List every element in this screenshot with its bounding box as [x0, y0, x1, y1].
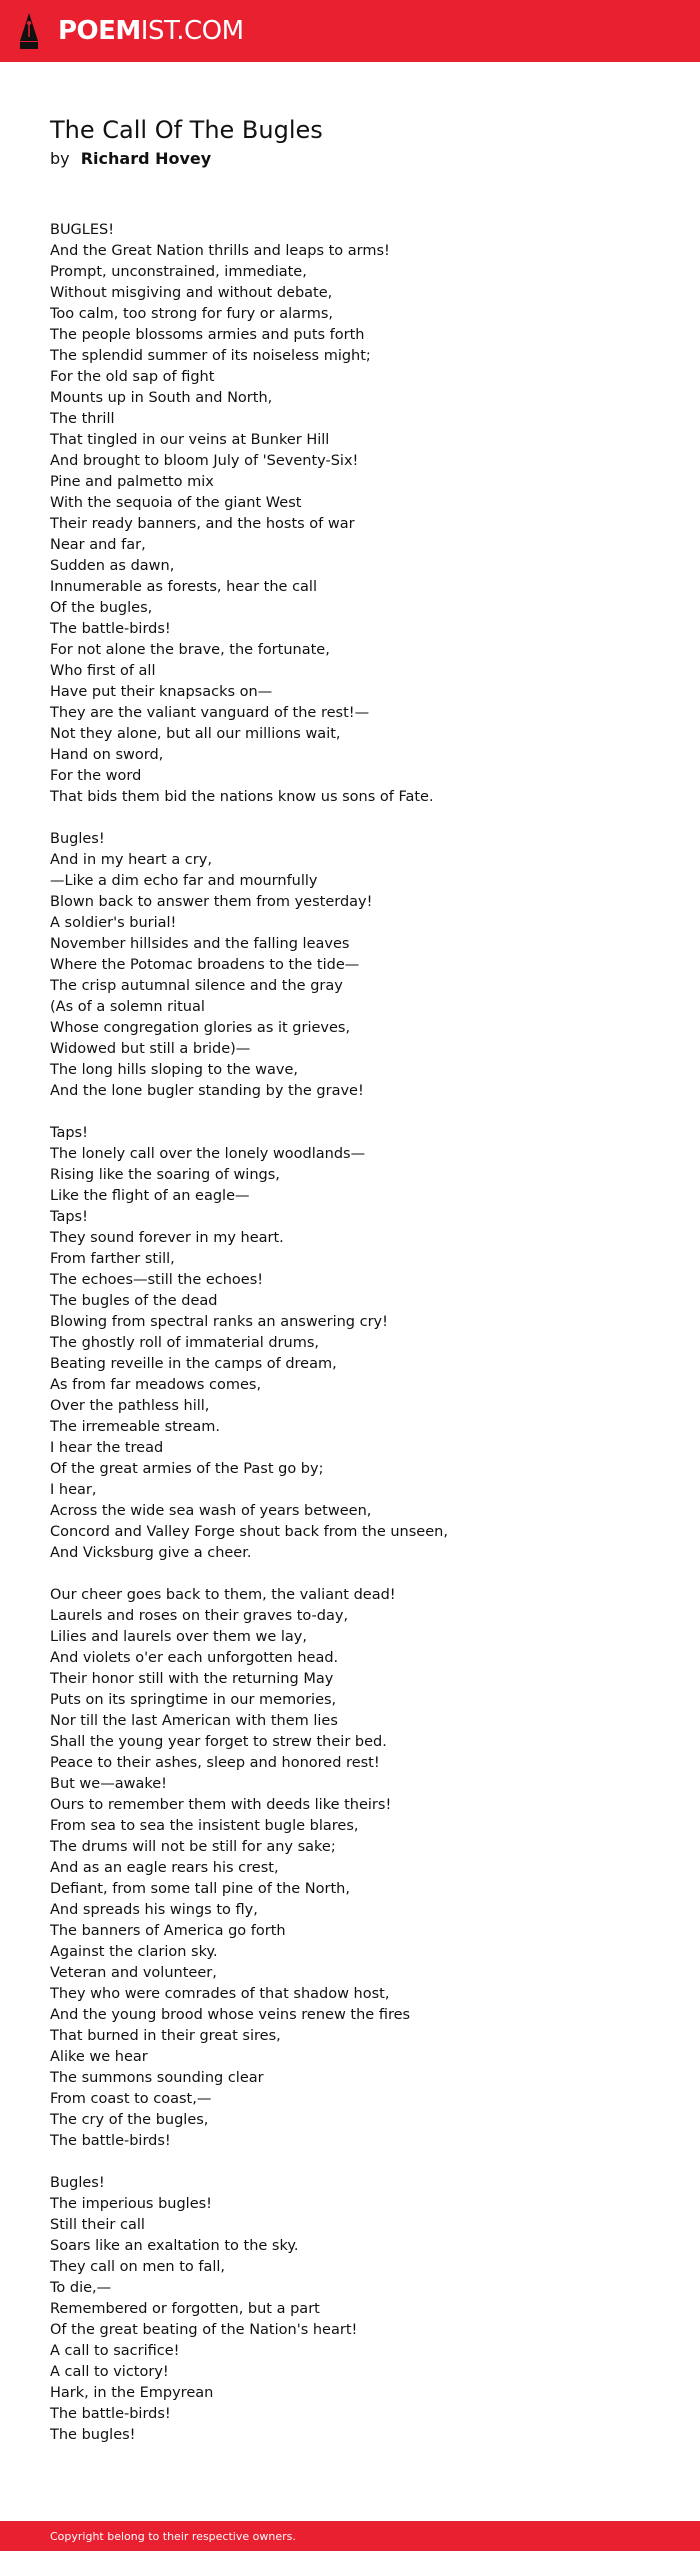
logo-bold-text: POEM: [58, 16, 141, 46]
poem-line: A soldier's burial!: [50, 915, 177, 931]
poem-line: Our cheer goes back to them, the valiant dead!: [50, 1587, 396, 1603]
poem-line: November hillsides and the falling leaves: [50, 936, 350, 952]
poem-line: They call on men to fall,: [50, 2259, 226, 2275]
poem-line: From coast to coast,—: [50, 2091, 212, 2107]
poem-line: And in my heart a cry,: [50, 852, 212, 868]
poem-line: Pine and palmetto mix: [50, 474, 214, 490]
poem-line: And violets o'er each unforgotten head.: [50, 1650, 339, 1666]
poem-line: Over the pathless hill,: [50, 1398, 210, 1414]
poem-line: Who first of all: [50, 663, 156, 679]
poem-line: That burned in their great sires,: [50, 2028, 281, 2044]
poem-line: They who were comrades of that shadow host,: [50, 1986, 390, 2002]
poem-line: Soars like an exaltation to the sky.: [50, 2238, 299, 2254]
copyright-text: Copyright belong to their respective owners.: [50, 2529, 296, 2543]
poem-line: That bids them bid the nations know us sons of Fate.: [50, 789, 434, 805]
site-footer: [0, 2521, 700, 2551]
poem-line: Shall the young year forget to strew their bed.: [50, 1734, 387, 1750]
poem-line: For the word: [50, 768, 142, 784]
poem-line: A call to sacrifice!: [50, 2343, 180, 2359]
poem-line: The cry of the bugles,: [50, 2112, 209, 2128]
poem-line: Bugles!: [50, 2175, 105, 2191]
poem-line: —Like a dim echo far and mournfully: [50, 873, 318, 889]
poem-line: Across the wide sea wash of years between,: [50, 1503, 372, 1519]
poem-line: The bugles!: [50, 2427, 136, 2443]
poem-line: Against the clarion sky.: [50, 1944, 218, 1960]
poem-body: [50, 220, 670, 2467]
poem-line: To die,—: [50, 2280, 112, 2296]
poem-line: Laurels and roses on their graves to-day,: [50, 1608, 349, 1624]
poem-line: Peace to their ashes, sleep and honored rest!: [50, 1755, 380, 1771]
poem-title: The Call Of The Bugles: [50, 116, 323, 144]
poem-line: And brought to bloom July of 'Seventy-Six!: [50, 453, 359, 469]
poem-line: The summons sounding clear: [50, 2070, 264, 2086]
poem-line: Where the Potomac broadens to the tide—: [50, 957, 360, 973]
poem-line: And spreads his wings to fly,: [50, 1902, 258, 1918]
poem-line: They are the valiant vanguard of the rest!—: [50, 705, 370, 721]
poem-line: The ghostly roll of immaterial drums,: [50, 1335, 319, 1351]
poem-line: Of the great beating of the Nation's heart!: [50, 2322, 358, 2338]
poem-line: Blown back to answer them from yesterday!: [50, 894, 373, 910]
poem-line: From sea to sea the insistent bugle blares,: [50, 1818, 359, 1834]
poem-line: Their ready banners, and the hosts of war: [50, 516, 355, 532]
poem-stanza: [50, 829, 670, 1102]
poem-line: The crisp autumnal silence and the gray: [50, 978, 343, 994]
poem-line: Bugles!: [50, 831, 105, 847]
poem-line: Concord and Valley Forge shout back from the unseen,: [50, 1524, 448, 1540]
poem-line: Defiant, from some tall pine of the North,: [50, 1881, 350, 1897]
poem-line: Sudden as dawn,: [50, 558, 175, 574]
poem-line: Veteran and volunteer,: [50, 1965, 217, 1981]
poem-line: The people blossoms armies and puts forth: [50, 327, 365, 343]
poem-line: Not they alone, but all our millions wait,: [50, 726, 341, 742]
site-header: [0, 0, 700, 62]
poem-line: Mounts up in South and North,: [50, 390, 273, 406]
poem-line: Innumerable as forests, hear the call: [50, 579, 317, 595]
logo-light-text: IST.COM: [140, 16, 244, 46]
poem-stanza: [50, 1585, 670, 2152]
poem-line: Blowing from spectral ranks an answering cry!: [50, 1314, 388, 1330]
poem-line: And the Great Nation thrills and leaps to arms!: [50, 243, 390, 259]
poem-line: They sound forever in my heart.: [50, 1230, 284, 1246]
poem-line: The imperious bugles!: [50, 2196, 212, 2212]
poem-line: With the sequoia of the giant West: [50, 495, 302, 511]
poem-line: Like the flight of an eagle—: [50, 1188, 250, 1204]
poem-stanza: [50, 2173, 670, 2446]
poem-line: I hear the tread: [50, 1440, 164, 1456]
poem-line: Hark, in the Empyrean: [50, 2385, 214, 2401]
poem-line: Beating reveille in the camps of dream,: [50, 1356, 337, 1372]
poem-line: The thrill: [50, 411, 115, 427]
poem-line: The battle-birds!: [50, 621, 171, 637]
poem-line: I hear,: [50, 1482, 97, 1498]
poem-line: The echoes—still the echoes!: [50, 1272, 264, 1288]
poem-line: BUGLES!: [50, 222, 115, 238]
poem-line: And Vicksburg give a cheer.: [50, 1545, 252, 1561]
poem-line: As from far meadows comes,: [50, 1377, 262, 1393]
poem-line: Still their call: [50, 2217, 145, 2233]
poem-line: The bugles of the dead: [50, 1293, 218, 1309]
poem-line: The splendid summer of its noiseless might;: [50, 348, 371, 364]
poem-line: The battle-birds!: [50, 2406, 171, 2422]
poem-line: The banners of America go forth: [50, 1923, 286, 1939]
poem-line: Taps!: [50, 1125, 88, 1141]
poem-line: And the young brood whose veins renew the fires: [50, 2007, 411, 2023]
poem-line: The battle-birds!: [50, 2133, 171, 2149]
poem-line: Ours to remember them with deeds like theirs!: [50, 1797, 392, 1813]
poem-line: The lonely call over the lonely woodlands—: [50, 1146, 366, 1162]
poem-line: Remembered or forgotten, but a part: [50, 2301, 320, 2317]
poem-line: Widowed but still a bride)—: [50, 1041, 251, 1057]
poem-line: Puts on its springtime in our memories,: [50, 1692, 337, 1708]
poem-stanza: [50, 220, 670, 808]
by-label: by: [50, 149, 70, 168]
pen-nib-icon[interactable]: [18, 11, 40, 51]
poem-line: But we—awake!: [50, 1776, 167, 1792]
author-link[interactable]: Richard Hovey: [80, 149, 212, 168]
poem-line: Of the great armies of the Past go by;: [50, 1461, 324, 1477]
poem-line: Have put their knapsacks on—: [50, 684, 273, 700]
poem-line: Taps!: [50, 1209, 88, 1225]
poem-line: That tingled in our veins at Bunker Hill: [50, 432, 330, 448]
poem-line: Too calm, too strong for fury or alarms,: [50, 306, 333, 322]
poem-line: Rising like the soaring of wings,: [50, 1167, 280, 1183]
poem-line: And the lone bugler standing by the grave!: [50, 1083, 364, 1099]
poem-line: For the old sap of fight: [50, 369, 215, 385]
poem-line: For not alone the brave, the fortunate,: [50, 642, 330, 658]
poem-line: Their honor still with the returning May: [50, 1671, 334, 1687]
poem-line: Of the bugles,: [50, 600, 153, 616]
poem-line: Nor till the last American with them lies: [50, 1713, 338, 1729]
poem-line: And as an eagle rears his crest,: [50, 1860, 279, 1876]
byline: [50, 147, 211, 171]
poem-line: Without misgiving and without debate,: [50, 285, 333, 301]
poem-line: Whose congregation glories as it grieves,: [50, 1020, 351, 1036]
poem-line: The drums will not be still for any sake;: [50, 1839, 336, 1855]
poem-line: Lilies and laurels over them we lay,: [50, 1629, 307, 1645]
poem-line: The long hills sloping to the wave,: [50, 1062, 299, 1078]
poem-line: Alike we hear: [50, 2049, 148, 2065]
site-logo[interactable]: [58, 16, 244, 46]
poem-line: (As of a solemn ritual: [50, 999, 205, 1015]
poem-line: From farther still,: [50, 1251, 175, 1267]
poem-line: Hand on sword,: [50, 747, 164, 763]
poem-stanza: [50, 1123, 670, 1564]
poem-line: A call to victory!: [50, 2364, 169, 2380]
poem-line: The irremeable stream.: [50, 1419, 220, 1435]
poem-line: Near and far,: [50, 537, 146, 553]
poem-line: Prompt, unconstrained, immediate,: [50, 264, 307, 280]
